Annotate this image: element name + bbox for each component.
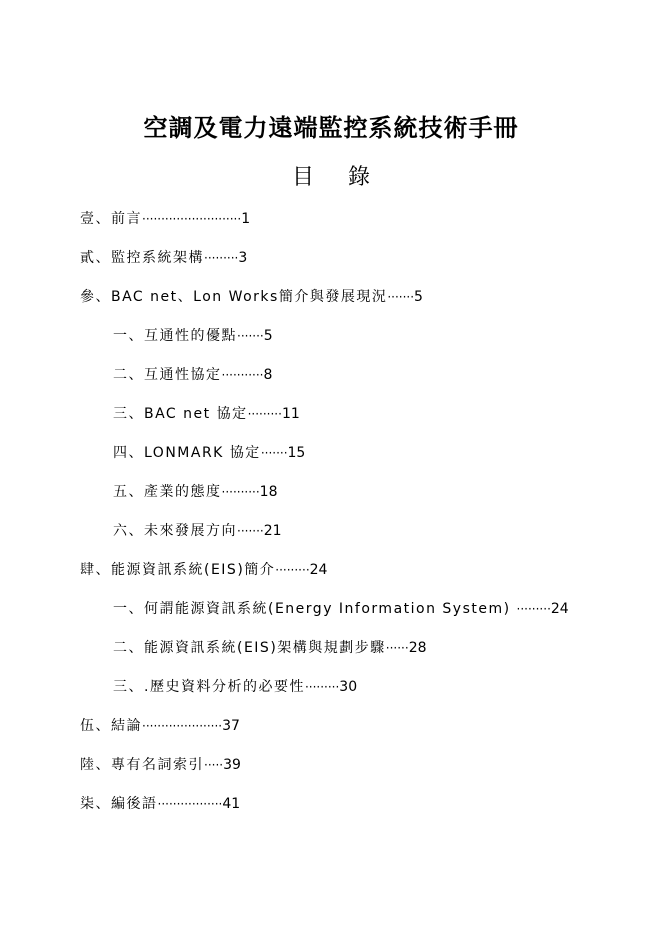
toc-leader-dots: ········· [304,680,340,694]
toc-leader-dots: ······ [385,641,409,655]
toc-leader-dots: ····· [204,758,224,772]
toc-page-number: 30 [339,679,358,695]
toc-page-number: 21 [263,523,282,539]
toc-entry-label: 伍、結論 [80,718,142,734]
toc-entry-bacnet-lonworks[interactable] [80,288,423,306]
toc-entry-label: 壹、前言 [80,211,142,227]
toc-entry-label: 陸、專有名詞索引 [80,757,204,773]
toc-entry-label: 三、.歷史資料分析的必要性 [113,679,305,695]
toc-page-number: 5 [414,289,423,305]
toc-entry-industry-attitude[interactable] [113,483,277,501]
toc-entry-label: 四、LONMARK 協定 [113,445,261,461]
toc-entry-label: 二、互通性協定 [113,367,222,383]
toc-entry-lonmark-protocol[interactable] [113,444,305,462]
toc-entry-label: 六、未來發展方向 [113,523,237,539]
toc-leader-dots: ····················· [142,719,223,733]
toc-page-number: 11 [281,406,300,422]
toc-entry-interoperability-advantages[interactable] [113,327,273,345]
toc-page-number: 3 [238,250,248,266]
toc-leader-dots: ·························· [142,212,242,226]
toc-entry-eis-architecture[interactable] [113,639,427,657]
toc-page-number: 41 [222,796,241,812]
toc-entry-label: 貳、監控系統架構 [80,250,204,266]
toc-entry-interoperability-protocols[interactable] [113,366,272,384]
toc-page-number: 39 [223,757,241,773]
toc-entry-afterword[interactable] [80,795,240,813]
toc-page-number: 37 [222,718,240,734]
toc-entry-label: 二、能源資訊系統(EIS)架構與規劃步驟 [113,640,386,656]
toc-entry-future-direction[interactable] [113,522,282,540]
toc-leader-dots: ······· [237,329,264,343]
toc-page-number: 15 [287,445,306,461]
toc-entry-label: 一、互通性的優點 [113,328,237,344]
toc-entry-label: 肆、能源資訊系統(EIS)簡介 [80,562,276,578]
toc-leader-dots: ······· [260,446,288,460]
toc-entry-label: 一、何謂能源資訊系統(Energy Information System) [113,601,517,617]
toc-leader-dots: ········· [247,407,282,421]
toc-leader-dots: ········· [275,563,310,577]
toc-leader-dots: ······· [237,524,264,538]
toc-entry-label: 三、BAC net 協定 [113,406,248,422]
document-title: 空調及電力遠端監控系統技術手冊 [143,114,519,142]
toc-leader-dots: ········· [204,251,239,265]
toc-entry-eis-intro[interactable] [80,561,327,579]
toc-entry-label: 柒、編後語 [80,796,158,812]
toc-page-number: 5 [263,328,273,344]
toc-entry-bacnet-protocol[interactable] [113,405,300,423]
toc-page-number: 1 [241,211,251,227]
toc-page-number: 24 [550,601,569,617]
toc-leader-dots: ················· [157,797,223,811]
toc-entry-label: 五、產業的態度 [113,484,222,500]
toc-leader-dots: ··········· [221,368,264,382]
toc-page-number: 8 [263,367,273,383]
toc-entry-conclusion[interactable] [80,717,240,735]
toc-entry-glossary[interactable] [80,756,241,774]
toc-page-number: 18 [259,484,278,500]
toc-leader-dots: ·········· [221,485,260,499]
toc-entry-label: 參、BAC net、Lon Works簡介與發展現況 [80,289,388,305]
toc-entry-system-architecture[interactable] [80,249,247,267]
toc-leader-dots: ······· [387,290,415,304]
toc-entry-preface[interactable] [80,210,250,228]
toc-entry-what-is-eis[interactable] [113,600,569,618]
toc-entry-historical-data-analysis[interactable] [113,678,357,696]
toc-heading: 目錄 [291,165,404,190]
toc-leader-dots: ········· [516,602,551,616]
toc-page-number: 24 [309,562,328,578]
toc-page-number: 28 [408,640,427,656]
